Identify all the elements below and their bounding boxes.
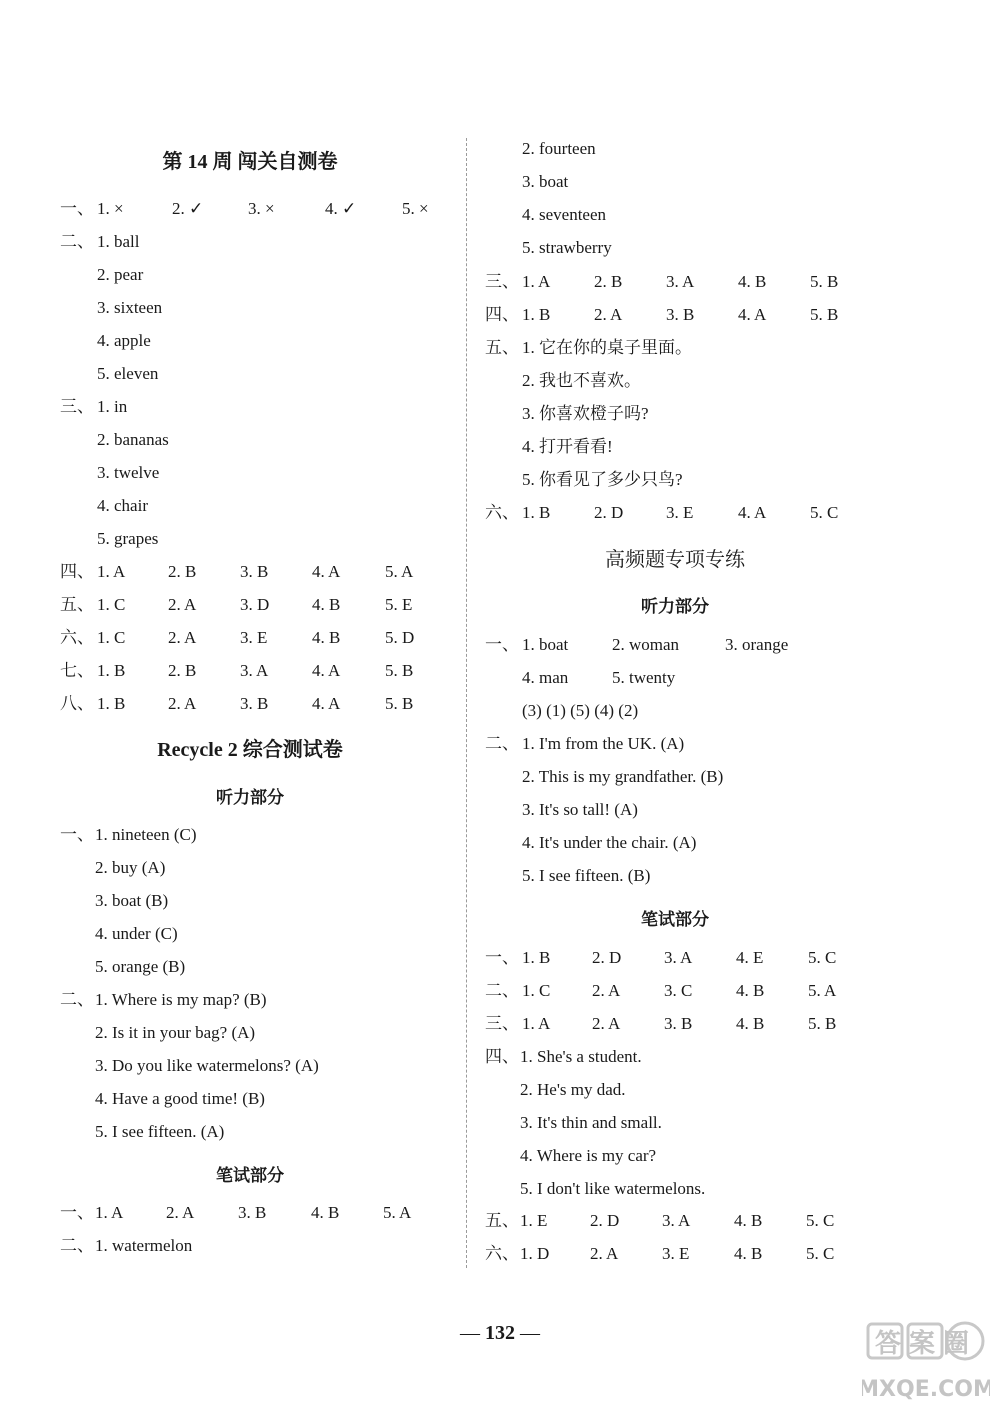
answer: 2. B <box>594 272 623 291</box>
r2-l2-label: 二、 <box>60 990 94 1009</box>
answer: 3. B <box>664 1014 693 1033</box>
answer: 4. B <box>311 1203 340 1222</box>
page-dash-right: — <box>520 1322 540 1344</box>
answer: 4. B <box>734 1211 763 1230</box>
page-number <box>0 1322 1000 1345</box>
answer: 1. D <box>520 1244 550 1263</box>
list-item: 2. Is it in your bag? (A) <box>95 1023 256 1042</box>
list-item: 3. boat <box>522 172 569 191</box>
answer: 1. boat <box>522 635 569 654</box>
answer: 5. × <box>402 199 429 218</box>
answer: 3. A <box>664 948 693 967</box>
answer: 5. twenty <box>612 668 676 687</box>
list-item: 2. 我也不喜欢。 <box>522 371 641 390</box>
answer: 2. A <box>166 1203 195 1222</box>
list-item: 4. 打开看看! <box>522 437 613 456</box>
watermark-top-text: 答案圈 <box>874 1329 978 1359</box>
answer: 4. man <box>522 668 569 687</box>
listening-label: 听力部分 <box>641 597 709 616</box>
list-item: 5. orange (B) <box>95 957 186 976</box>
answer: 2. A <box>168 595 197 614</box>
answer: 4. A <box>312 694 341 713</box>
answer: 4. B <box>736 981 765 1000</box>
answer: 4. A <box>738 503 767 522</box>
section-label: 五、 <box>485 1211 519 1230</box>
answer: 2. B <box>168 562 197 581</box>
answer: 4. B <box>312 628 341 647</box>
answer: 3. D <box>240 595 270 614</box>
answer: 2. D <box>592 948 622 967</box>
list-item: 4. It's under the chair. (A) <box>522 833 697 852</box>
answer: 3. A <box>662 1211 691 1230</box>
section-label: 四、 <box>60 562 94 581</box>
answer: 1. B <box>522 503 551 522</box>
section-label: 三、 <box>485 1014 519 1033</box>
watermark-bottom-text: MXQE.COM <box>862 1377 990 1402</box>
answer: 2. A <box>594 305 623 324</box>
answer: 4. B <box>738 272 767 291</box>
list-item: 3. It's so tall! (A) <box>522 800 638 819</box>
answer: 1. B <box>97 661 126 680</box>
answer: 2. A <box>168 628 197 647</box>
answer: 3. × <box>248 199 275 218</box>
answer: 4. E <box>736 948 764 967</box>
answer: 5. A <box>383 1203 412 1222</box>
writing-label: 笔试部分 <box>216 1166 284 1185</box>
answer: 2. D <box>590 1211 620 1230</box>
answer: 3. B <box>240 694 269 713</box>
answer: 3. E <box>666 503 694 522</box>
answer: 3. E <box>240 628 268 647</box>
list-item: 4. under (C) <box>95 924 178 943</box>
answer: 3. B <box>238 1203 267 1222</box>
answer: 3. B <box>666 305 695 324</box>
list-item: 4. chair <box>97 496 148 515</box>
section-label: 六、 <box>60 628 94 647</box>
watermark-logo <box>862 1316 990 1412</box>
list-item: 3. 你喜欢橙子吗? <box>522 404 649 423</box>
list-item: 2. fourteen <box>522 139 596 158</box>
answer: 3. C <box>664 981 693 1000</box>
section-label: 二、 <box>485 981 519 1000</box>
answer: 5. D <box>385 628 415 647</box>
high-frequency-title: 高频题专项专练 <box>605 549 745 571</box>
answer: 5. B <box>385 694 414 713</box>
w14-s2-label: 二、 <box>60 232 94 251</box>
page-dash-left: — <box>460 1322 480 1344</box>
answer: 2. A <box>168 694 197 713</box>
list-item: 5. strawberry <box>522 238 612 257</box>
answer: 1. E <box>520 1211 548 1230</box>
answer: 5. C <box>806 1211 835 1230</box>
list-item: 1. Where is my map? (B) <box>95 990 267 1009</box>
answer: 3. B <box>240 562 269 581</box>
answer: 5. C <box>808 948 837 967</box>
section-label: 五、 <box>60 595 94 614</box>
answer: 2. A <box>592 1014 621 1033</box>
answer: 5. B <box>385 661 414 680</box>
list-item: 4. seventeen <box>522 205 607 224</box>
answer: 2. D <box>594 503 624 522</box>
answer: 3. E <box>662 1244 690 1263</box>
answer: 1. A <box>97 562 126 581</box>
answer: 3. orange <box>725 635 789 654</box>
section-label: 一、 <box>485 948 519 967</box>
answer: 1. A <box>522 1014 551 1033</box>
list-item: 1. watermelon <box>95 1236 193 1255</box>
section-label: 三、 <box>485 272 519 291</box>
list-item: 1. in <box>97 397 128 416</box>
section-label: 六、 <box>485 1244 519 1263</box>
section-label: 一、 <box>60 199 94 218</box>
list-item: 4. Have a good time! (B) <box>95 1089 265 1108</box>
w5-label: 五、 <box>485 338 519 357</box>
list-item: 3. It's thin and small. <box>520 1113 662 1132</box>
answer: 3. A <box>240 661 269 680</box>
list-item: 3. boat (B) <box>95 891 169 910</box>
answer: 5. B <box>808 1014 837 1033</box>
answer: 4. ✓ <box>325 199 357 218</box>
watermark-graphic <box>862 1316 990 1412</box>
list-item: 5. eleven <box>97 364 159 383</box>
section-label: 四、 <box>485 305 519 324</box>
r2-l1-label: 一、 <box>60 825 94 844</box>
list-item: 2. This is my grandfather. (B) <box>522 767 724 786</box>
answer: 3. A <box>666 272 695 291</box>
list-item: 3. twelve <box>97 463 160 482</box>
answer: 4. B <box>734 1244 763 1263</box>
answer: 2. ✓ <box>172 199 204 218</box>
listening-label: 听力部分 <box>216 788 284 807</box>
list-item: 1. ball <box>97 232 140 251</box>
answer: 2. A <box>592 981 621 1000</box>
answer: 4. B <box>736 1014 765 1033</box>
page-number-value: 132 <box>485 1322 515 1344</box>
hw4-label: 四、 <box>485 1047 519 1066</box>
w14-s3-label: 三、 <box>60 397 94 416</box>
answer: 5. E <box>385 595 413 614</box>
list-item: 2. buy (A) <box>95 858 166 877</box>
answer: 1. A <box>522 272 551 291</box>
list-item: 1. I'm from the UK. (A) <box>522 734 685 753</box>
section-label: 一、 <box>485 635 519 654</box>
answer: 1. C <box>97 595 126 614</box>
answer: 5. C <box>810 503 839 522</box>
list-item: 5. I see fifteen. (A) <box>95 1122 225 1141</box>
list-item: 2. bananas <box>97 430 169 449</box>
list-item: 4. Where is my car? <box>520 1146 657 1165</box>
list-item: 5. I don't like watermelons. <box>520 1179 706 1198</box>
recycle2-title: Recycle 2 综合测试卷 <box>157 739 343 761</box>
column-divider <box>466 138 467 1268</box>
list-item: 4. apple <box>97 331 151 350</box>
answer: 2. A <box>590 1244 619 1263</box>
section-label: 八、 <box>60 694 94 713</box>
list-item: 1. She's a student. <box>520 1047 642 1066</box>
hl2-label: 二、 <box>485 734 519 753</box>
answer: 5. A <box>385 562 414 581</box>
answer: 4. B <box>312 595 341 614</box>
r2-w2-label: 二、 <box>60 1236 94 1255</box>
answer: 1. A <box>95 1203 124 1222</box>
list-item: 3. sixteen <box>97 298 163 317</box>
answer: 2. woman <box>612 635 680 654</box>
answer: 1. B <box>522 948 551 967</box>
answer: 4. A <box>312 661 341 680</box>
answer: 1. × <box>97 199 124 218</box>
list-item: 5. 你看见了多少只鸟? <box>522 470 683 489</box>
answer: 1. B <box>97 694 126 713</box>
writing-label: 笔试部分 <box>641 910 709 929</box>
answer: 4. A <box>312 562 341 581</box>
list-item: 2. He's my dad. <box>520 1080 626 1099</box>
answer: 5. B <box>810 305 839 324</box>
answer: 2. B <box>168 661 197 680</box>
list-item: 1. nineteen (C) <box>95 825 197 844</box>
list-item: 1. 它在你的桌子里面。 <box>522 338 692 357</box>
answer: 1. C <box>522 981 551 1000</box>
list-item: 5. I see fifteen. (B) <box>522 866 651 885</box>
answer: 1. C <box>97 628 126 647</box>
list-item: 3. Do you like watermelons? (A) <box>95 1056 319 1075</box>
list-item: 2. pear <box>97 265 144 284</box>
answer: 5. A <box>808 981 837 1000</box>
hl1-order: (3) (1) (5) (4) (2) <box>522 701 639 720</box>
answer: 5. B <box>810 272 839 291</box>
section-label: 一、 <box>60 1203 94 1222</box>
section-label: 七、 <box>60 661 94 680</box>
week14-title: 第 14 周 闯关自测卷 <box>162 151 338 173</box>
list-item: 5. grapes <box>97 529 159 548</box>
answer: 4. A <box>738 305 767 324</box>
section-label: 六、 <box>485 503 519 522</box>
answer: 1. B <box>522 305 551 324</box>
answer: 5. C <box>806 1244 835 1263</box>
